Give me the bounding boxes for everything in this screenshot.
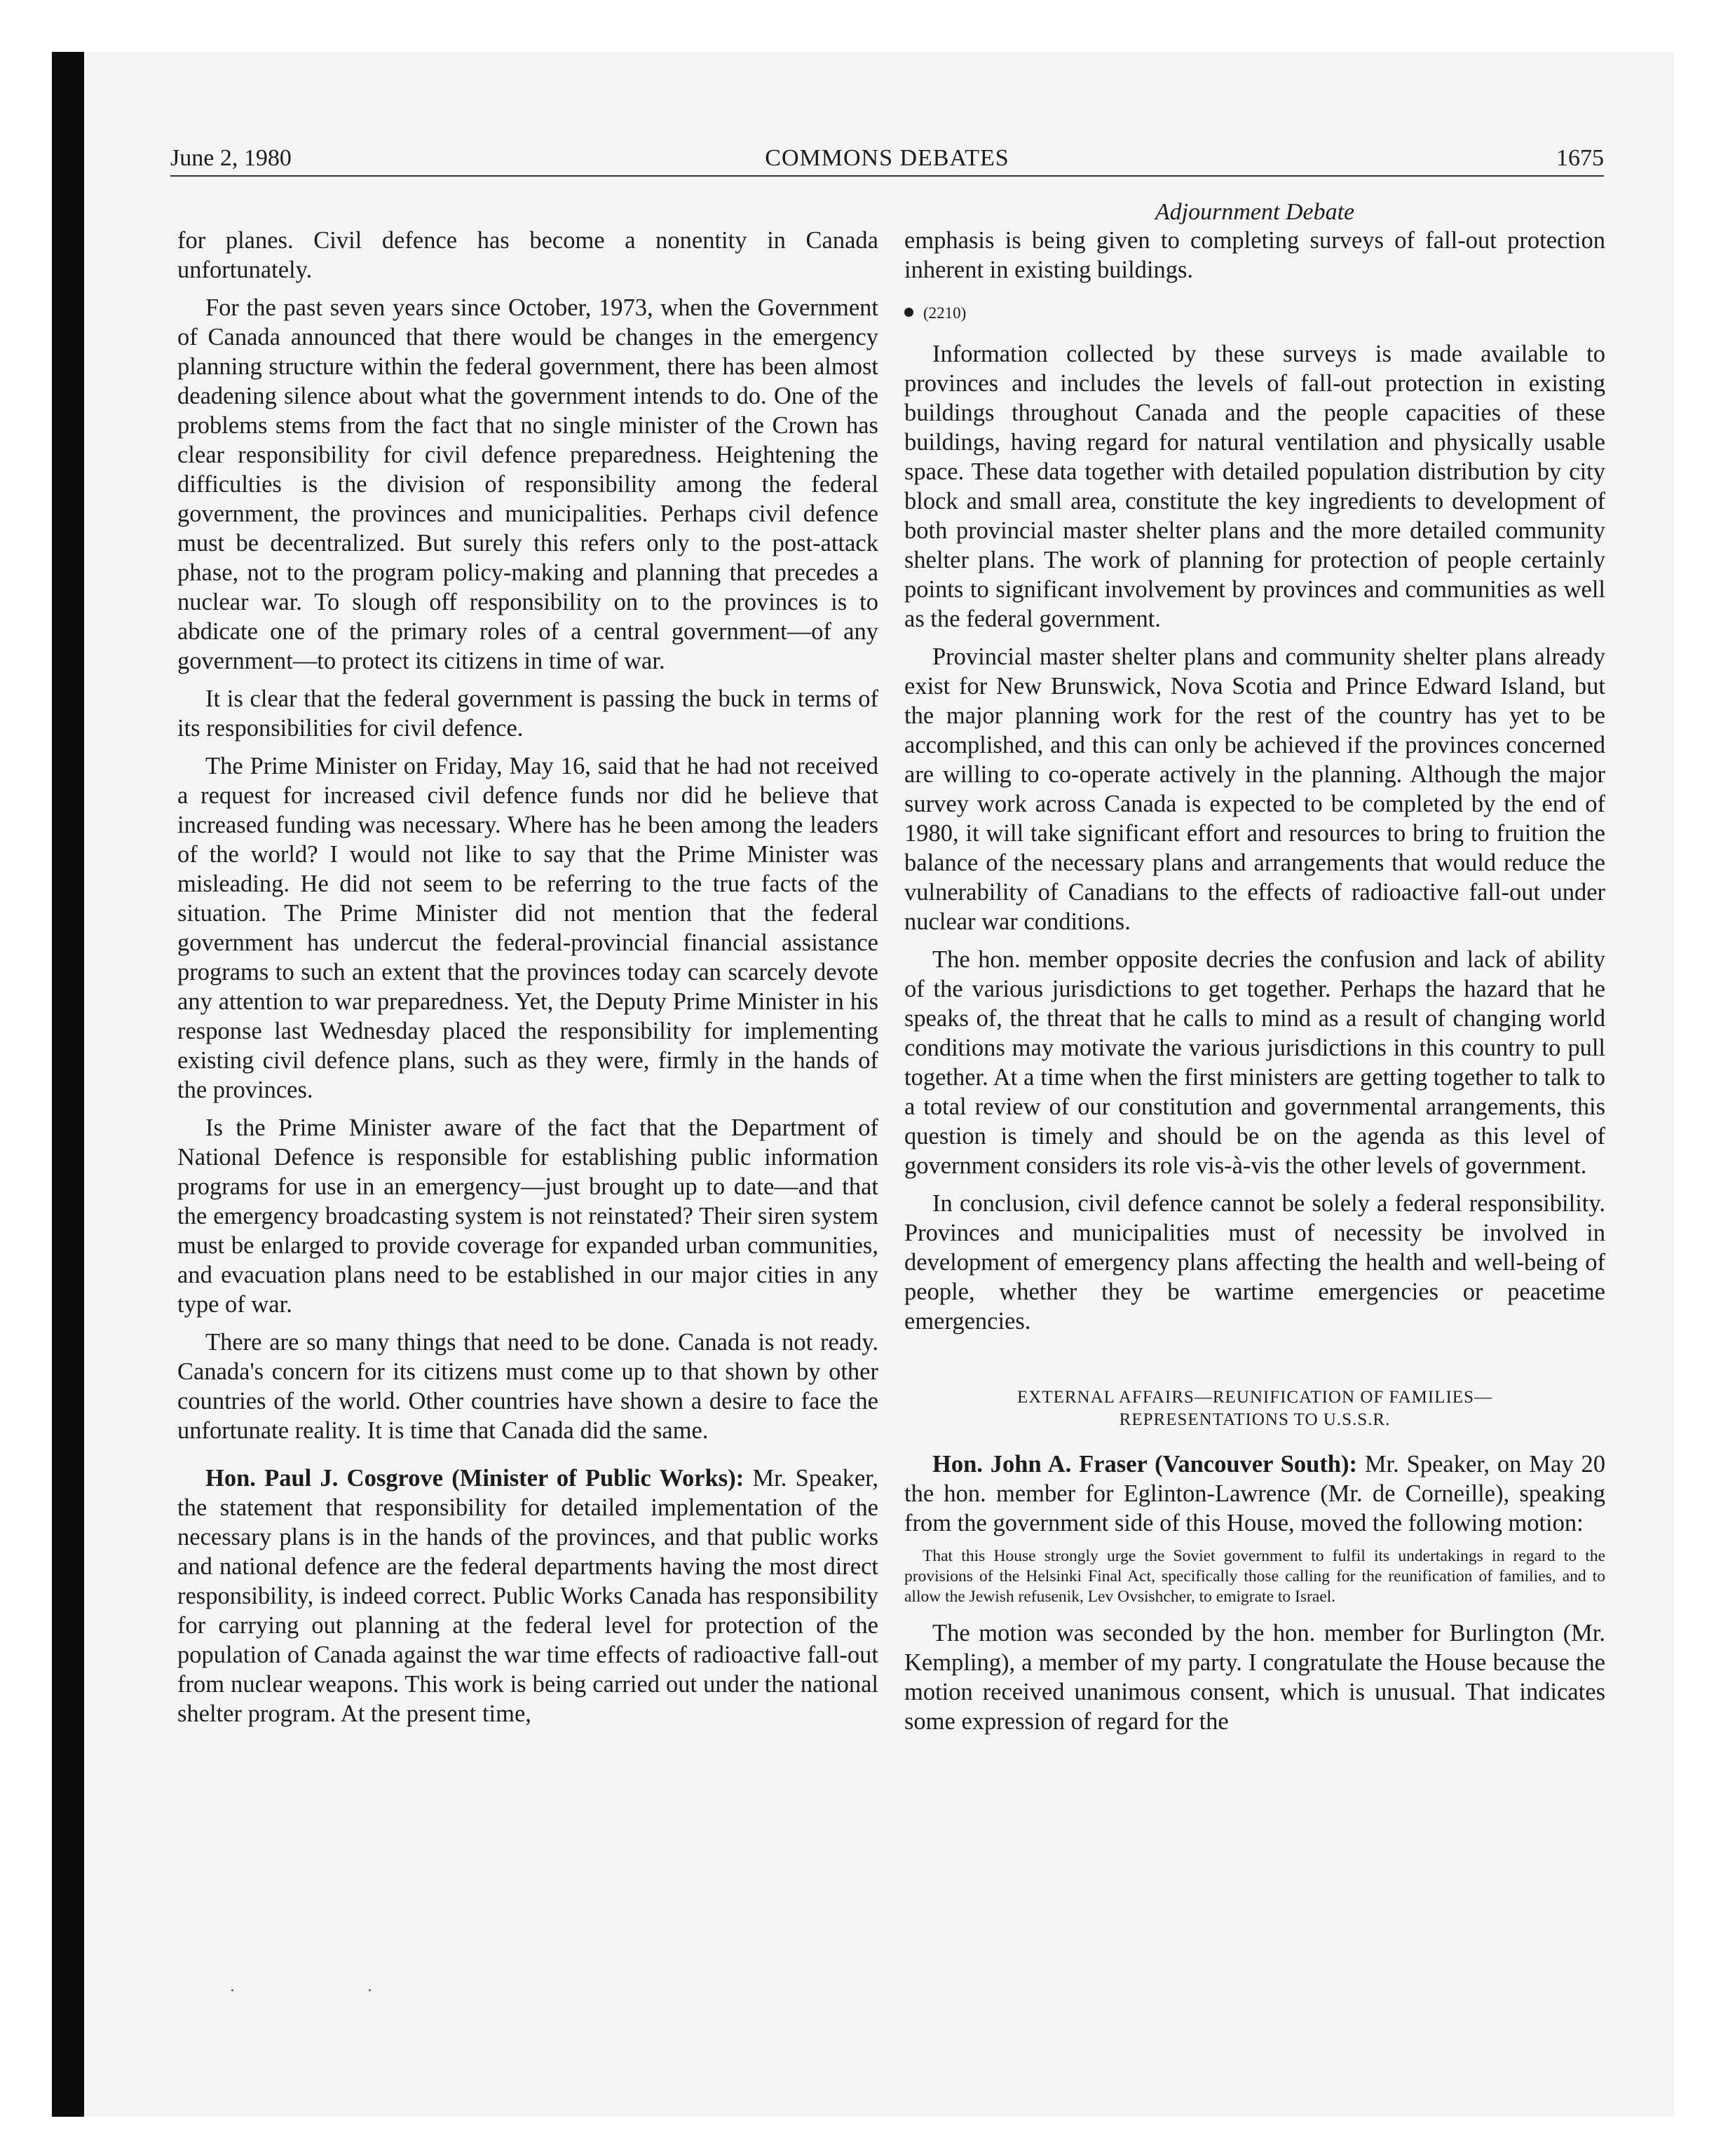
speaker-name: Hon. John A. Fraser (Vancouver South): [932, 1451, 1357, 1478]
scan-speck [231, 1989, 233, 1991]
speech-text: Mr. Speaker, the statement that responsibility for detailed implementation of the necessary plans is in the hands of the provinces, and that public works and national defence are the federal departments having the most direct responsibility, is indeed correct. Public Works Canada has responsibility for carrying out planning at the federal level for protection of the population of Canada against the war time effects of radioactive fall-out from nuclear weapons. This work is being carried out under the national shelter program. At the present time, [177, 1465, 878, 1727]
motion-quote: That this House strongly urge the Soviet government to fulfil its undertakings in regard to the provisions of the Helsinki Final Act, specifically those calling for the reunification of families, and to allow the Jewish refusenik, Lev Ovsishcher, to emigrate to Israel. [904, 1547, 1605, 1606]
column-heading: Adjournment Debate [1155, 199, 1355, 225]
paragraph: for planes. Civil defence has become a nonentity in Canada unfortunately. [177, 227, 878, 283]
timestamp [904, 303, 1605, 324]
paragraph: There are so many things that need to be done. Canada is not ready. Canada's concern for its citizens must come up to that shown by other countries of the world. Other countries have shown a desire to face the unfortunate reality. It is time that Canada did the same. [177, 1329, 878, 1444]
right-column [904, 226, 1605, 1745]
binding-edge [52, 52, 84, 2117]
header-date: June 2, 1980 [170, 145, 292, 171]
paragraph: For the past seven years since October, 1973, when the Government of Canada announced that there would be changes in the emergency planning structure within the federal government, there has been almost deadening silence about what the government intends to do. One of the problems stems from the fact that no single minister of the Crown has clear responsibility for civil defence preparedness. Heightening the difficulties is the division of responsibility among the federal government, the provinces and municipalities. Perhaps civil defence must be decentralized. But surely this refers only to the post-attack phase, not to the program policy-making and planning that precedes a nuclear war. To slough off responsibility on to the provinces is to abdicate one of the primary roles of a central government—of any government—to protect its citizens in time of war. [177, 294, 878, 674]
speaker-paragraph [904, 1449, 1605, 1538]
paragraph: The motion was seconded by the hon. member for Burlington (Mr. Kempling), a member of my party. I congratulate the House because the motion received unanimous consent, which is unusual. That indicates some expression of regard for the [904, 1620, 1605, 1735]
speaker-paragraph [177, 1464, 878, 1728]
section-heading [904, 1386, 1605, 1431]
paragraph: The hon. member opposite decries the confusion and lack of ability of the various jurisdictions to get together. Perhaps the hazard that he speaks of, the threat that he calls to mind as a result of changing world conditions may motivate the various jurisdictions in this country to pull together. At a time when the first ministers are getting together to talk to a total review of our constitution and governmental arrangements, this question is timely and should be on the agenda as this level of government considers its role vis-à-vis the other levels of government. [904, 946, 1605, 1179]
bullet-icon [904, 308, 913, 317]
paragraph: Is the Prime Minister aware of the fact that the Department of National Defence is responsible for establishing public information programs for use in an emergency—just brought up to date—and that the emergency broadcasting system is not reinstated? Their siren system must be enlarged to provide coverage for expanded urban communities, and evacuation plans need to be established in our major cities in any type of war. [177, 1114, 878, 1318]
paragraph: Information collected by these surveys is made available to provinces and includes the levels of fall-out protection in existing buildings throughout Canada and the people capacities of these buildings, having regard for natural ventilation and physically usable space. These data together with detailed population distribution by city block and small area, constitute the key ingredients to development of both provincial master shelter plans and the more detailed community shelter plans. The work of planning for protection of people certainly points to significant involvement by provinces and communities as well as the federal government. [904, 341, 1605, 632]
paragraph: Provincial master shelter plans and community shelter plans already exist for New Brunswick, Nova Scotia and Prince Edward Island, but the major planning work for the rest of the country has yet to be accomplished, and this can only be achieved if the provinces concerned are willing to co-operate actively in the planning. Although the major survey work across Canada is expected to be completed by the end of 1980, it will take significant effort and resources to bring to fruition the balance of the necessary plans and arrangements that would reduce the vulnerability of Canadians to the effects of radioactive fall-out under nuclear war conditions. [904, 643, 1605, 935]
speech-text: Mr. Speaker, on May 20 the hon. member for Eglinton-Lawrence (Mr. de Corneille), speaking from the government side of this House, moved the following motion: [904, 1451, 1605, 1536]
section-heading-line: EXTERNAL AFFAIRS—REUNIFICATION OF FAMILIES— [1017, 1388, 1492, 1407]
paragraph: The Prime Minister on Friday, May 16, said that he had not received a request for increased civil defence funds nor did he believe that increased funding was necessary. Where has he been among the leaders of the world? I would not like to say that the Prime Minister was misleading. He did not seem to be referring to the true facts of the situation. The Prime Minister did not mention that the federal government has undercut the federal-provincial financial assistance programs to such an extent that the provinces today can scarcely devote any attention to war preparedness. Yet, the Deputy Prime Minister in his response last Wednesday placed the responsibility for implementing existing civil defence plans, such as they were, firmly in the hands of the provinces. [177, 753, 878, 1103]
header-rule [170, 175, 1604, 177]
page-number: 1675 [1556, 145, 1604, 171]
speaker-name: Hon. Paul J. Cosgrove (Minister of Public Works): [205, 1465, 744, 1492]
paragraph: In conclusion, civil defence cannot be solely a federal responsibility. Provinces and municipalities must of necessity be involved in development of emergency plans affecting the health and well-being of people, whether they be wartime emergencies or peacetime emergencies. [904, 1190, 1605, 1335]
header-title: COMMONS DEBATES [765, 145, 1009, 171]
left-column [177, 226, 878, 1737]
timestamp-text: (2210) [923, 304, 967, 322]
paragraph: emphasis is being given to completing surveys of fall-out protection inherent in existing buildings. [904, 227, 1605, 283]
page-header [170, 143, 1604, 174]
scan-speck [369, 1989, 371, 1991]
paragraph: It is clear that the federal government is passing the buck in terms of its responsibilities for civil defence. [177, 685, 878, 742]
section-heading-line: REPRESENTATIONS TO U.S.S.R. [1119, 1410, 1391, 1429]
